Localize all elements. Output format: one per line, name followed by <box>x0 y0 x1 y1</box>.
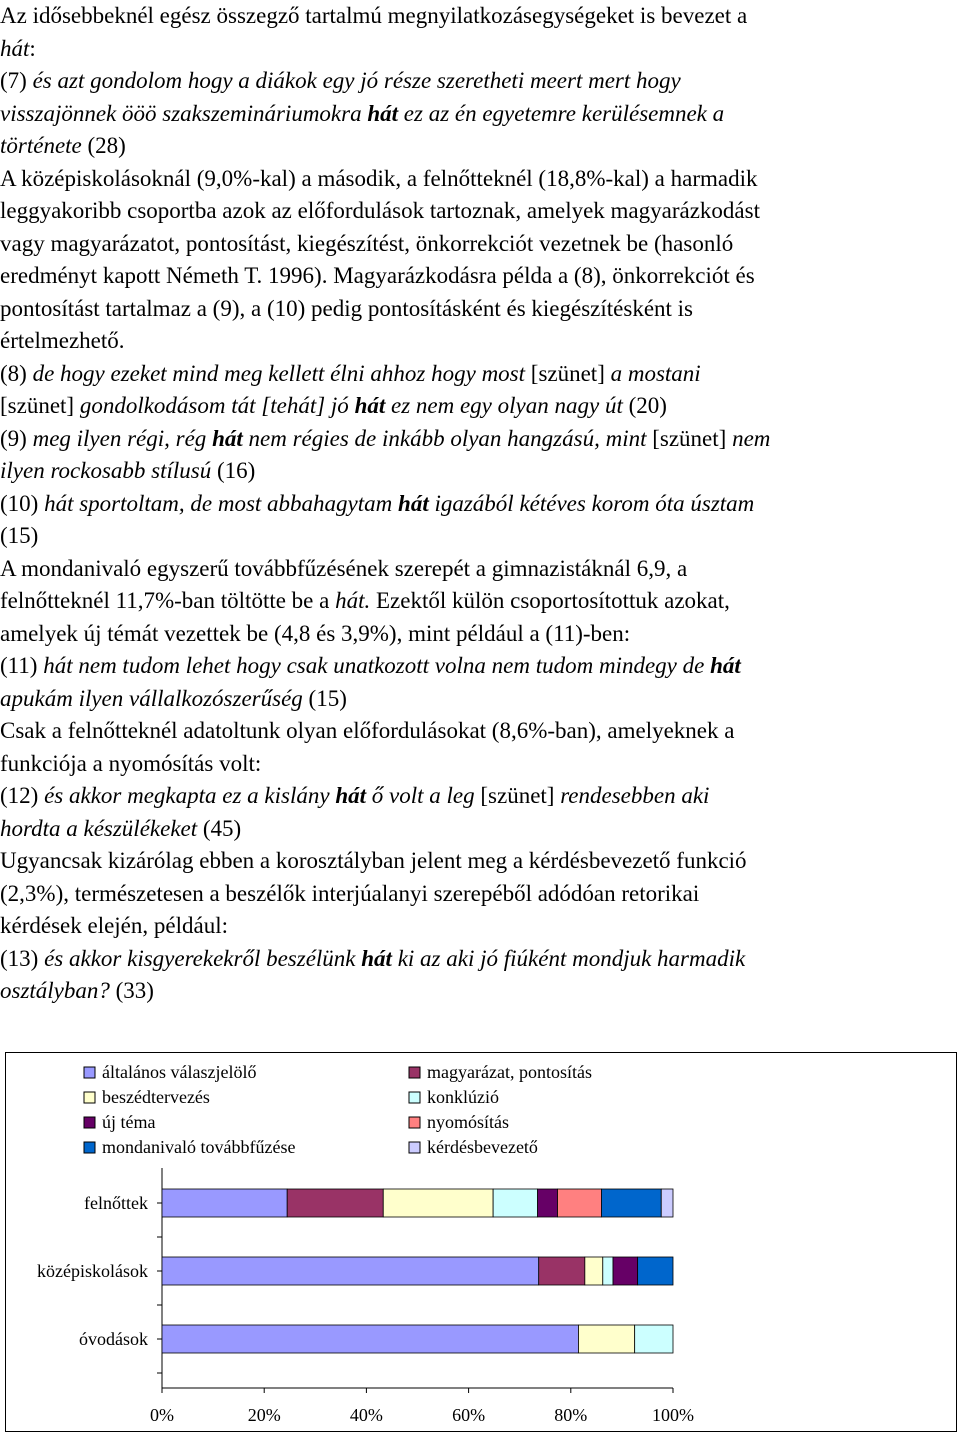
example-span: története <box>0 133 82 158</box>
text-span: funkciója a nyomósítás volt: <box>0 750 262 776</box>
text-span: (2,3%), természetesen a beszélők interjúalanyi szerepéből adódóan retorikai <box>0 880 700 906</box>
legend-swatch <box>84 1092 95 1103</box>
text-line <box>0 975 960 1008</box>
example-span: ki az aki jó fiúként mondjuk harmadik <box>391 945 746 971</box>
example-span: hát. <box>335 588 371 613</box>
bar-segment <box>638 1257 673 1285</box>
text-span: (15) <box>0 523 39 548</box>
bar-segment <box>162 1325 578 1353</box>
text-span: (45) <box>197 815 242 841</box>
text-span: felnőtteknél 11,7%-ban töltötte be a <box>0 588 336 613</box>
example-span: osztályban? <box>0 978 110 1003</box>
legend-swatch <box>409 1092 420 1103</box>
bar-segment <box>613 1257 638 1285</box>
example-span: hát nem tudom lehet hogy csak unatkozott volna nem tudom mindegy de <box>43 653 711 678</box>
bar-segment <box>585 1257 603 1285</box>
legend-swatch <box>409 1117 420 1128</box>
bar-segment <box>635 1325 673 1353</box>
text-line <box>0 325 960 358</box>
x-tick-label: 60% <box>452 1405 486 1425</box>
text-span: leggyakoribb csoportba azok az előfordulások tartoznak, amelyek magyarázkodást <box>0 198 760 223</box>
example-span: visszajönnek ööö szakszemináriumokra <box>0 100 368 126</box>
text-line <box>0 683 960 716</box>
x-tick-label: 40% <box>349 1405 383 1425</box>
text-span: (9) <box>0 425 33 451</box>
text-span: [szünet] <box>474 783 561 808</box>
text-span: (16) <box>211 458 256 483</box>
text-line <box>0 813 960 846</box>
text-span: : <box>29 35 36 61</box>
example-span: gondolkodásom tát [tehát] jó <box>79 393 355 418</box>
bar-segment <box>539 1257 585 1285</box>
stacked-bar-chart <box>5 1052 957 1432</box>
text-span: (12) <box>0 783 45 808</box>
text-span: értelmezhető. <box>0 328 125 353</box>
legend-swatch <box>84 1117 95 1128</box>
emphasis-span: hát <box>212 425 243 451</box>
text-line <box>0 618 960 651</box>
legend-swatch <box>409 1142 420 1153</box>
text-line <box>0 98 960 131</box>
text-line <box>0 748 960 781</box>
bar-segment <box>162 1189 287 1217</box>
text-line <box>0 943 960 976</box>
text-line <box>0 520 960 553</box>
example-span: ilyen rockosabb stílusú <box>0 458 212 483</box>
text-line <box>0 780 960 813</box>
legend-label: mondanivaló továbbfűzése <box>102 1137 296 1157</box>
text-span: Ezektől külön csoportosítottuk azokat, <box>370 588 730 613</box>
example-span: ez az én egyetemre kerülésemnek a <box>398 100 725 126</box>
text-line <box>0 65 960 98</box>
example-span: ő volt a leg <box>366 783 475 808</box>
text-span: Csak a felnőtteknél adatoltunk olyan előfordulásokat (8,6%-ban), amelyeknek a <box>0 718 735 743</box>
text-line <box>0 130 960 163</box>
chart-canvas <box>6 1053 958 1433</box>
example-span: ez nem egy olyan nagy út <box>385 393 623 418</box>
text-span: [szünet] <box>646 425 733 451</box>
text-line <box>0 553 960 586</box>
example-span: rendesebben aki <box>560 783 710 808</box>
example-span: hát sportoltam, de most abbahagytam <box>44 490 399 516</box>
text-line <box>0 488 960 521</box>
text-span: eredményt kapott Németh T. 1996). Magyarázkodásra példa a (8), önkorrekciót és <box>0 263 755 288</box>
example-span: és azt gondolom hogy a diákok egy jó része szeretheti meert mert hogy <box>32 68 681 93</box>
text-span: A mondanivaló egyszerű továbbfűzésének szerepét a gimnazistáknál 6,9, a <box>0 555 688 581</box>
text-span: (15) <box>302 685 347 711</box>
text-line <box>0 228 960 261</box>
example-span: hordta a készülékeket <box>0 815 198 841</box>
legend-label: nyomósítás <box>427 1112 510 1132</box>
bar-segment <box>578 1325 634 1353</box>
legend-label: konklúzió <box>427 1087 499 1107</box>
text-line <box>0 715 960 748</box>
legend-label: általános válaszjelölő <box>102 1062 257 1082</box>
emphasis-span: hát <box>398 490 429 516</box>
example-span: apukám ilyen vállalkozószerűség <box>0 685 303 711</box>
emphasis-span: hát <box>361 945 392 971</box>
text-line <box>0 195 960 228</box>
text-line <box>0 910 960 943</box>
example-span: és akkor kisgyerekekről beszélünk <box>44 945 362 971</box>
bar-segment <box>493 1189 537 1217</box>
legend-label: magyarázat, pontosítás <box>427 1062 592 1082</box>
text-line <box>0 878 960 911</box>
text-line <box>0 455 960 488</box>
text-span: [szünet] <box>525 360 611 386</box>
text-span: (11) <box>0 653 44 678</box>
text-span: (10) <box>0 490 45 516</box>
legend-swatch <box>84 1067 95 1078</box>
text-span: A középiskolásoknál (9,0%-kal) a második, a felnőtteknél (18,8%-kal) a harmadik <box>0 165 758 191</box>
emphasis-span: hát <box>354 393 386 418</box>
text-span: (7) <box>0 68 33 93</box>
text-line <box>0 390 960 423</box>
text-line <box>0 293 960 326</box>
text-line <box>0 33 960 66</box>
category-label: felnőttek <box>84 1193 148 1213</box>
text-line <box>0 260 960 293</box>
text-line <box>0 650 960 683</box>
example-span: hát <box>0 35 30 61</box>
legend-label: kérdésbevezető <box>427 1137 538 1157</box>
example-span: de hogy ezeket mind meg kellett élni ahhoz hogy most <box>32 360 526 386</box>
text-line <box>0 163 960 196</box>
text-span: kérdések elején, például: <box>0 913 228 938</box>
bar-segment <box>287 1189 383 1217</box>
example-span: nem régies de inkább olyan hangzású, mint <box>242 425 647 451</box>
text-line <box>0 0 960 33</box>
emphasis-span: hát <box>367 100 399 126</box>
bar-segment <box>162 1257 539 1285</box>
text-span: (8) <box>0 360 33 386</box>
example-span: és akkor megkapta ez a kislány <box>44 783 336 808</box>
example-span: a mostani <box>610 360 701 386</box>
bar-segment <box>661 1189 673 1217</box>
example-span: igazából kétéves korom óta úsztam <box>428 490 755 516</box>
example-span: nem <box>732 425 771 451</box>
text-line <box>0 585 960 618</box>
legend-label: új téma <box>102 1112 156 1132</box>
text-span: (20) <box>622 393 667 418</box>
emphasis-span: hát <box>710 653 741 678</box>
text-span: Ugyancsak kizárólag ebben a korosztályban jelent meg a kérdésbevezető funkció <box>0 848 747 873</box>
x-tick-label: 0% <box>150 1405 174 1425</box>
category-label: középiskolások <box>37 1261 148 1281</box>
bar-segment <box>538 1189 558 1217</box>
x-tick-label: 20% <box>247 1405 281 1425</box>
text-span: vagy magyarázatot, pontosítást, kiegészítést, önkorrekciót vezetnek be (hasonló <box>0 230 734 256</box>
legend-swatch <box>84 1142 95 1153</box>
text-line <box>0 845 960 878</box>
text-span: amelyek új témát vezettek be (4,8 és 3,9%), mint például a (11)-ben: <box>0 620 631 646</box>
bar-segment <box>603 1257 613 1285</box>
text-span: [szünet] <box>0 393 80 418</box>
text-span: (28) <box>81 133 126 158</box>
bar-segment <box>558 1189 602 1217</box>
emphasis-span: hát <box>335 783 367 808</box>
x-tick-label: 100% <box>652 1405 694 1425</box>
example-span: meg ilyen régi, rég <box>32 425 213 451</box>
text-line <box>0 358 960 391</box>
legend-label: beszédtervezés <box>102 1087 210 1107</box>
bar-segment <box>601 1189 661 1217</box>
category-label: óvodások <box>79 1329 148 1349</box>
text-span: pontosítást tartalmaz a (9), a (10) pedig pontosításként és kiegészítésként is <box>0 295 694 321</box>
text-span: (13) <box>0 945 45 971</box>
text-line <box>0 423 960 456</box>
text-span: (33) <box>109 978 154 1003</box>
legend-swatch <box>409 1067 420 1078</box>
x-tick-label: 80% <box>554 1405 588 1425</box>
bar-segment <box>383 1189 493 1217</box>
text-span: Az idősebbeknél egész összegző tartalmú megnyilatkozásegységeket is bevezet a <box>0 3 748 28</box>
